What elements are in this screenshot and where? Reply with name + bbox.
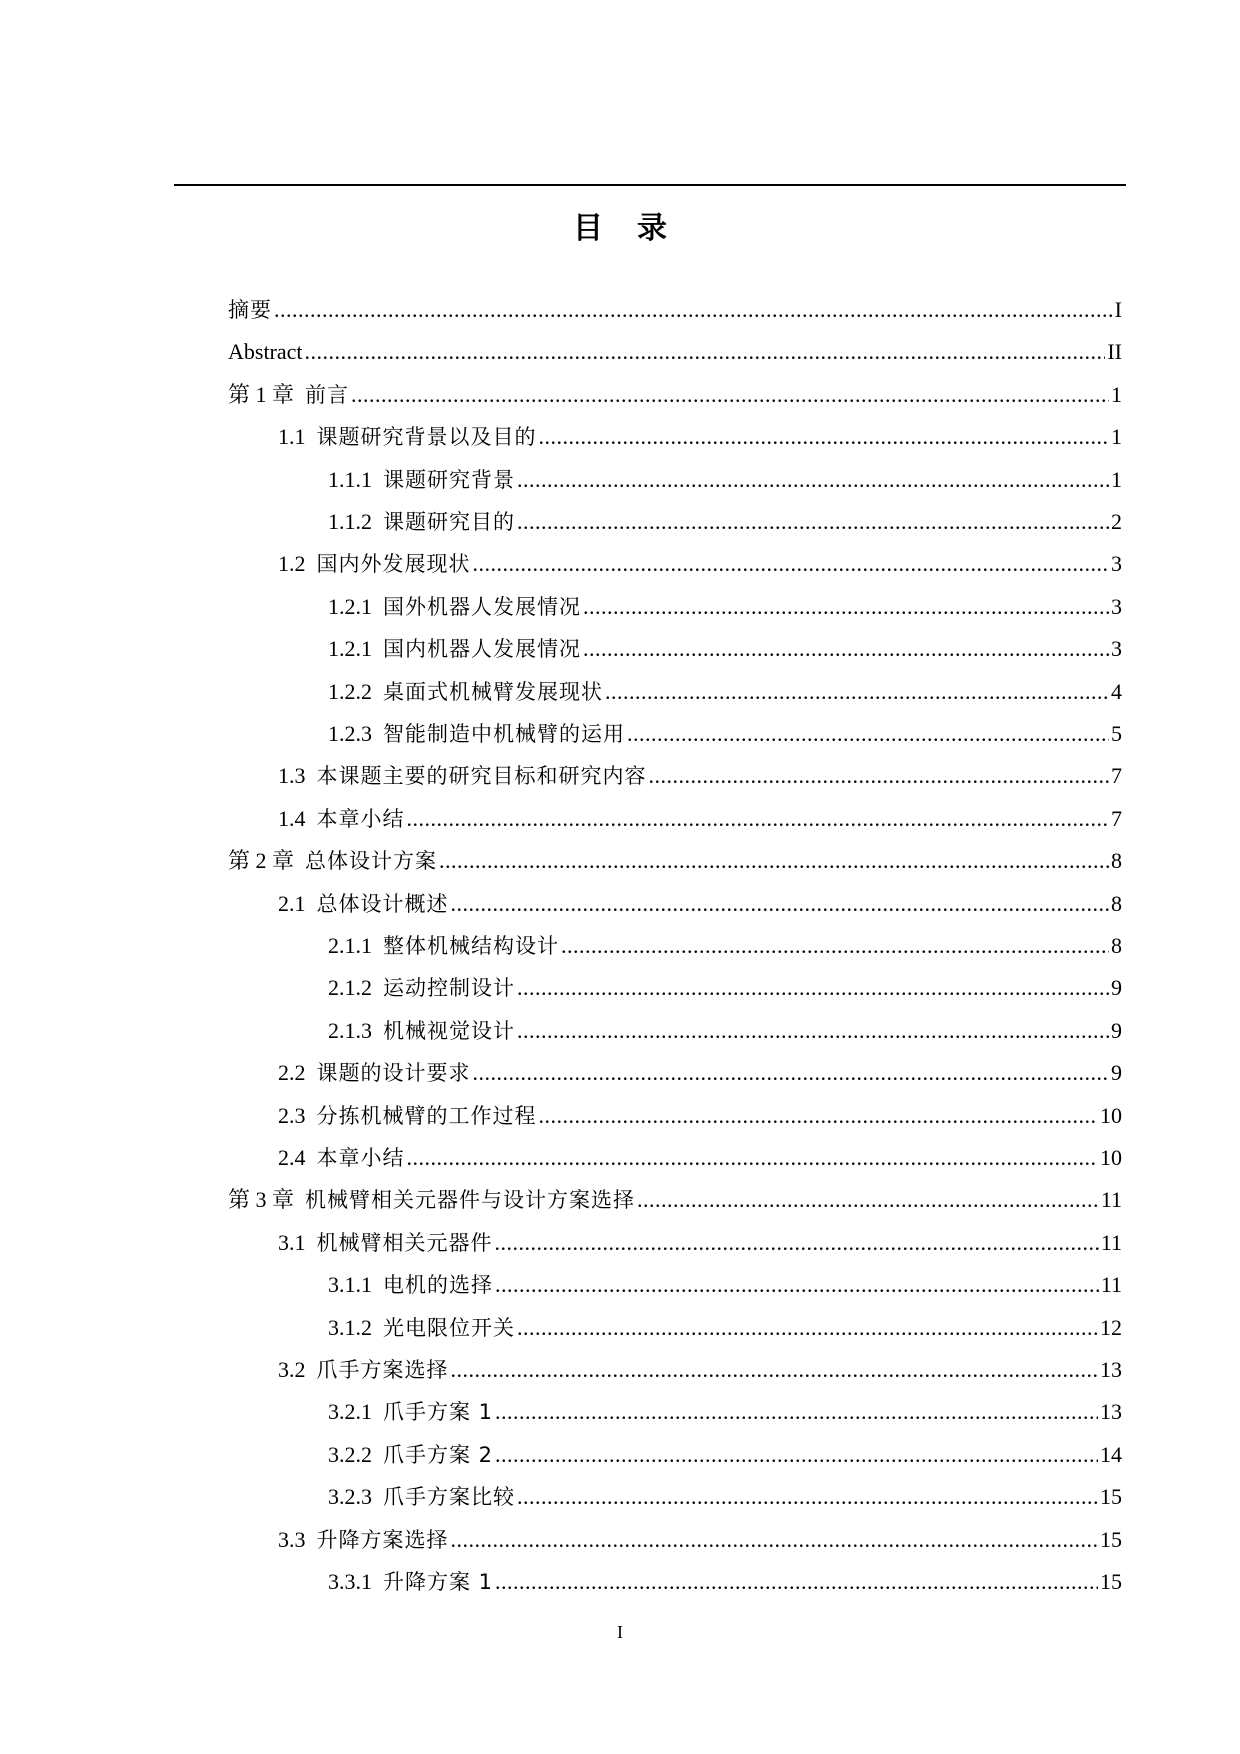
toc-entry-page: II xyxy=(1107,339,1122,365)
dot-leader xyxy=(451,883,1110,925)
toc-entry[interactable] xyxy=(278,1222,1122,1264)
toc-entry-number: 3.2.1 xyxy=(328,1399,383,1425)
dot-leader xyxy=(517,459,1109,501)
toc-entry-number: 1.2.3 xyxy=(328,721,383,746)
toc-entry-page: 8 xyxy=(1111,933,1122,958)
dot-leader xyxy=(539,416,1110,458)
toc-entry-page: 15 xyxy=(1100,1484,1122,1510)
toc-entry[interactable] xyxy=(228,374,1122,416)
toc-entry-label: 课题研究背景 xyxy=(383,467,515,492)
toc-entry-number: 1.2.1 xyxy=(328,593,383,619)
toc-entry[interactable] xyxy=(328,1307,1122,1349)
toc-entry-number: 2.1.1 xyxy=(328,933,383,958)
toc-entry[interactable] xyxy=(328,1476,1122,1518)
toc-entry-label: 机械臂相关元器件 xyxy=(316,1230,493,1255)
toc-entry-page: 1 xyxy=(1111,466,1122,492)
toc-entry-label: 课题研究背景以及目的 xyxy=(316,425,537,450)
toc-entry-page: 4 xyxy=(1111,678,1122,704)
toc-entry[interactable] xyxy=(328,925,1122,967)
dot-leader xyxy=(583,628,1109,670)
toc-entry[interactable] xyxy=(278,1052,1122,1094)
toc-entry[interactable] xyxy=(328,628,1122,670)
toc-entry-label: 国内外发展现状 xyxy=(316,552,471,577)
title-char-1: 目 xyxy=(573,211,603,246)
toc-entry-number: 1.3 xyxy=(278,763,317,789)
dot-leader xyxy=(351,374,1109,416)
toc-entry-number: 1.2.1 xyxy=(328,636,383,662)
toc-entry[interactable] xyxy=(328,501,1122,543)
toc-entry-number: 3.2.2 xyxy=(328,1441,383,1467)
toc-entry[interactable] xyxy=(328,586,1122,628)
toc-entry-number: 1.4 xyxy=(278,805,317,831)
dot-leader xyxy=(495,1434,1098,1476)
toc-entry[interactable] xyxy=(228,840,1122,882)
toc-entry-page: 9 xyxy=(1111,1017,1122,1043)
toc-entry-page: 11 xyxy=(1100,1272,1122,1298)
toc-entry-number: 3.2 xyxy=(278,1357,317,1382)
toc-entry[interactable] xyxy=(278,755,1122,797)
dot-leader xyxy=(473,543,1110,585)
toc-entry-number: 1.2 xyxy=(278,551,317,577)
toc-entry-page: 3 xyxy=(1111,636,1122,662)
dot-leader xyxy=(305,331,1106,373)
toc-entry[interactable] xyxy=(328,967,1122,1009)
toc-entry-page: 13 xyxy=(1100,1357,1122,1382)
toc-entry-label: 本章小结 xyxy=(316,806,405,831)
dot-leader xyxy=(451,1349,1099,1391)
toc-entry-page: 9 xyxy=(1111,1060,1122,1086)
dot-leader xyxy=(407,1137,1099,1179)
toc-entry-page: 5 xyxy=(1111,721,1122,746)
toc-entry[interactable] xyxy=(328,459,1122,501)
toc-entry[interactable] xyxy=(328,671,1122,713)
dot-leader xyxy=(561,925,1109,967)
dot-leader xyxy=(517,1476,1098,1518)
toc-entry-label: 智能制造中机械臂的运用 xyxy=(383,722,625,746)
toc-entry-page: 3 xyxy=(1111,551,1122,577)
dot-leader xyxy=(539,1095,1099,1137)
toc-entry-label: 爪手方案比较 xyxy=(383,1485,515,1510)
toc-entry-label: 机械臂相关元器件与设计方案选择 xyxy=(305,1188,636,1213)
dot-leader xyxy=(517,1010,1109,1052)
dot-leader xyxy=(407,798,1110,840)
dot-leader xyxy=(605,671,1109,713)
toc-entry-number: 1.1.2 xyxy=(328,509,383,534)
toc-entry[interactable] xyxy=(228,331,1122,373)
page-title xyxy=(0,203,1240,247)
toc-entry-label: 本章小结 xyxy=(316,1146,405,1170)
header-rule xyxy=(174,184,1126,186)
toc-entry-label: 课题的设计要求 xyxy=(316,1061,471,1086)
toc-entry-page: 11 xyxy=(1100,1187,1122,1213)
toc-entry[interactable] xyxy=(328,1561,1122,1603)
toc-entry-page: 15 xyxy=(1100,1569,1122,1594)
toc-entry-page: 9 xyxy=(1111,975,1122,1001)
dot-leader xyxy=(495,1391,1098,1433)
toc-entry-number: 3.2.3 xyxy=(328,1484,383,1510)
toc-entry-label: 运动控制设计 xyxy=(383,976,515,1001)
toc-entry-number: 2.4 xyxy=(278,1145,317,1170)
toc-entry-label: 升降方案 1 xyxy=(383,1570,494,1594)
toc-entry-page: 14 xyxy=(1100,1441,1122,1467)
toc-entry-number: 第 2 章 xyxy=(228,848,306,874)
toc-entry-label: 升降方案选择 xyxy=(316,1527,449,1552)
toc-entry-page: I xyxy=(1114,297,1122,322)
toc-entry[interactable] xyxy=(278,1095,1122,1137)
toc-entry-page: 11 xyxy=(1100,1229,1122,1255)
toc-entry[interactable] xyxy=(278,1137,1122,1179)
dot-leader xyxy=(517,1307,1098,1349)
toc-entry[interactable] xyxy=(328,1010,1122,1052)
toc-entry-label: 爪手方案 1 xyxy=(383,1400,494,1425)
toc-entry[interactable] xyxy=(328,1391,1122,1433)
toc-entry-number: 3.1.1 xyxy=(328,1272,383,1298)
dot-leader xyxy=(274,289,1113,331)
toc-entry-page: 2 xyxy=(1111,509,1122,534)
title-char-2: 录 xyxy=(637,211,667,246)
toc-entry-page: 3 xyxy=(1111,593,1122,619)
toc-entry-page: 12 xyxy=(1100,1314,1122,1340)
dot-leader xyxy=(439,840,1109,882)
toc-entry[interactable] xyxy=(328,1434,1122,1476)
toc-entry-number: 3.1.2 xyxy=(328,1314,383,1340)
toc-entry[interactable] xyxy=(278,1349,1122,1391)
toc-entry-label: 光电限位开关 xyxy=(383,1315,515,1340)
toc-entry-page: 7 xyxy=(1111,763,1122,789)
toc-entry-label: 爪手方案选择 xyxy=(316,1358,449,1382)
toc-entry-label: 国内机器人发展情况 xyxy=(383,637,581,662)
toc-entry-page: 8 xyxy=(1111,890,1122,916)
toc-entry[interactable] xyxy=(278,543,1122,585)
toc-entry[interactable] xyxy=(328,1264,1122,1306)
toc-entry-page: 13 xyxy=(1100,1399,1122,1425)
toc-entry[interactable] xyxy=(278,416,1122,458)
toc-entry-page: 1 xyxy=(1111,381,1122,407)
toc-entry-page: 10 xyxy=(1100,1102,1122,1128)
toc-entry-number: 2.1 xyxy=(278,890,317,916)
toc-entry-label: 机械视觉设计 xyxy=(383,1018,515,1043)
toc-entry-number: 2.3 xyxy=(278,1102,317,1128)
dot-leader xyxy=(451,1519,1099,1561)
toc-entry[interactable] xyxy=(278,798,1122,840)
toc-entry-label: 总体设计概述 xyxy=(316,891,449,916)
toc-entry-label: 国外机器人发展情况 xyxy=(383,594,581,619)
toc-entry-number: 2.2 xyxy=(278,1060,317,1086)
dot-leader xyxy=(495,1561,1098,1603)
toc-entry-number: 3.3.1 xyxy=(328,1569,383,1594)
toc-entry-label: 本课题主要的研究目标和研究内容 xyxy=(316,764,647,789)
toc-entry-number: 1.1.1 xyxy=(328,466,383,492)
dot-leader xyxy=(517,967,1109,1009)
toc-entry-number: 1.2.2 xyxy=(328,678,383,704)
toc-entry[interactable] xyxy=(228,289,1122,331)
toc-entry-number: 2.1.3 xyxy=(328,1017,383,1043)
toc-entry-label: 前言 xyxy=(305,382,350,407)
footer-page-number: I xyxy=(617,1622,623,1642)
toc-entry-number: 3.3 xyxy=(278,1526,317,1552)
dot-leader xyxy=(637,1179,1099,1221)
toc-entry-page: 7 xyxy=(1111,805,1122,831)
dot-leader xyxy=(473,1052,1110,1094)
toc-entry-number: 3.1 xyxy=(278,1229,317,1255)
toc-entry-label: 电机的选择 xyxy=(383,1273,493,1298)
dot-leader xyxy=(627,713,1109,755)
toc-entry-page: 10 xyxy=(1100,1145,1122,1170)
toc-entry-number: 第 1 章 xyxy=(228,381,306,407)
toc-entry-label: 总体设计方案 xyxy=(305,849,438,874)
dot-leader xyxy=(583,586,1109,628)
dot-leader xyxy=(495,1222,1099,1264)
toc-entry-label: 整体机械结构设计 xyxy=(383,934,559,958)
toc-entry-label: Abstract xyxy=(228,339,303,365)
toc-entry-page: 8 xyxy=(1111,848,1122,874)
dot-leader xyxy=(649,755,1110,797)
toc-entry[interactable] xyxy=(228,1179,1122,1221)
toc-entry-label: 课题研究目的 xyxy=(383,510,515,534)
toc-entry[interactable] xyxy=(328,713,1122,755)
toc-entry-page: 1 xyxy=(1111,424,1122,450)
toc-entry-label: 分拣机械臂的工作过程 xyxy=(316,1103,537,1128)
toc-entry-label: 爪手方案 2 xyxy=(383,1442,494,1467)
toc-entry-label: 桌面式机械臂发展现状 xyxy=(383,679,603,704)
toc-entry[interactable] xyxy=(278,1519,1122,1561)
toc-entry-number: 1.1 xyxy=(278,424,317,450)
toc-entry-number: 第 3 章 xyxy=(228,1187,306,1213)
toc-entry-number: 2.1.2 xyxy=(328,975,383,1001)
dot-leader xyxy=(517,501,1109,543)
toc-entry-label: 摘要 xyxy=(228,298,272,322)
toc-entry-page: 15 xyxy=(1100,1526,1122,1552)
dot-leader xyxy=(495,1264,1099,1306)
toc-entry[interactable] xyxy=(278,883,1122,925)
